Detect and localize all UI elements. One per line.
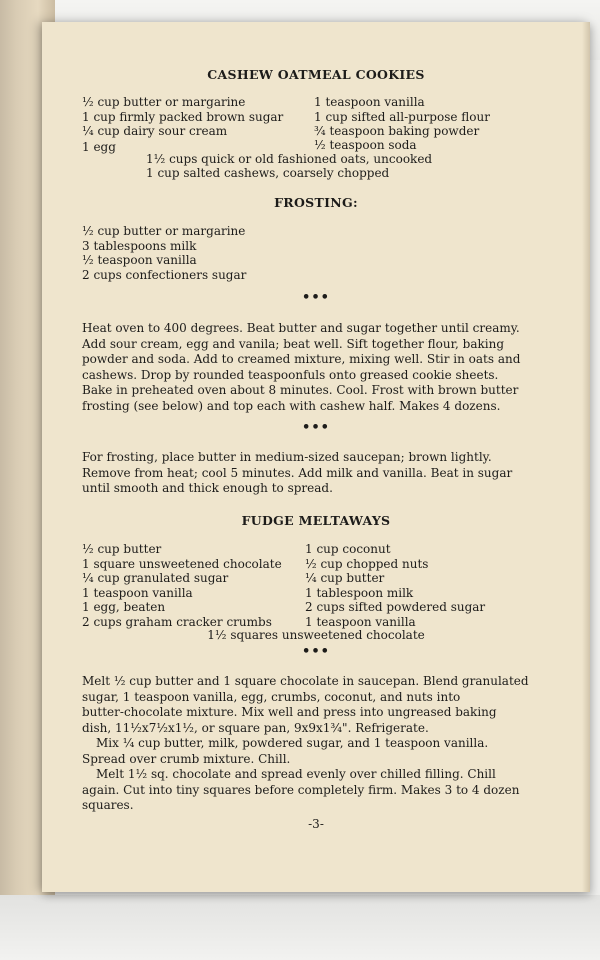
ingredient: 2 cups graham cracker crumbs — [82, 615, 272, 629]
ingredient: 1 cup salted cashews, coarsely chopped — [146, 166, 390, 180]
directions-line: cashews. Drop by rounded teaspoonfuls onto greased cookie sheets. — [82, 367, 499, 382]
directions-line: powder and soda. Add to creamed mixture, mixing well. Stir in oats and — [82, 352, 521, 366]
directions-line: For frosting, place butter in medium-sized saucepan; brown lightly. — [82, 450, 492, 464]
ingredient: ½ cup butter — [82, 542, 162, 556]
ingredient: 1 tablespoon milk — [305, 586, 414, 600]
directions-line: frosting (see below) and top each with cashew half. Makes 4 dozens. — [82, 398, 501, 413]
ingredient: 1½ squares unsweetened chocolate — [207, 628, 425, 642]
ingredient: 1 egg — [82, 140, 116, 154]
ingredient: 1 teaspoon vanilla — [305, 615, 416, 629]
directions-line: Bake in preheated oven about 8 minutes. Cool. Frost with brown butter — [82, 383, 519, 397]
ingredient: 1 cup sifted all-purpose flour — [314, 110, 490, 124]
page-number: -3- — [308, 817, 324, 831]
directions-fudge-meltaways — [82, 674, 550, 814]
directions-line: until smooth and thick enough to spread. — [82, 481, 333, 495]
separator: ••• — [302, 644, 330, 659]
directions-cashew-cookies — [82, 321, 550, 414]
directions-line: again. Cut into tiny squares before completely firm. Makes 3 to 4 dozen — [82, 782, 520, 797]
recipe-title-cashew-oatmeal-cookies: CASHEW OATMEAL COOKIES — [207, 67, 425, 82]
ingredient: 1 cup coconut — [305, 542, 391, 556]
separator: ••• — [302, 420, 330, 435]
ingredient: ½ teaspoon vanilla — [82, 253, 197, 267]
directions-line: Melt 1½ sq. chocolate and spread evenly over chilled filling. Chill — [96, 767, 496, 781]
ingredient: 1 cup firmly packed brown sugar — [82, 110, 284, 124]
directions-line: Heat oven to 400 degrees. Beat butter and sugar together until creamy. — [82, 321, 520, 335]
directions-line: Remove from heat; cool 5 minutes. Add milk and vanilla. Beat in sugar — [82, 465, 513, 480]
ingredient: 1 teaspoon vanilla — [314, 95, 425, 109]
ingredient: 2 cups sifted powdered sugar — [305, 600, 486, 614]
ingredient: ½ cup butter or margarine — [82, 224, 246, 238]
ingredient: ¼ cup granulated sugar — [82, 571, 229, 585]
directions-frosting — [82, 450, 550, 497]
directions-line: Spread over crumb mixture. Chill. — [82, 751, 291, 766]
recipe-title-fudge-meltaways: FUDGE MELTAWAYS — [241, 513, 391, 528]
ingredient: 2 cups confectioners sugar — [82, 268, 247, 282]
directions-line: sugar, 1 teaspoon vanilla, egg, crumbs, coconut, and nuts into — [82, 689, 461, 704]
directions-line: Melt ½ cup butter and 1 square chocolate in saucepan. Blend granulated — [82, 674, 529, 688]
ingredient: ½ cup butter or margarine — [82, 95, 246, 109]
directions-line: Mix ¼ cup butter, milk, powdered sugar, and 1 teaspoon vanilla. — [96, 736, 489, 750]
ingredient: ½ cup chopped nuts — [305, 557, 429, 571]
ingredient: 1 teaspoon vanilla — [82, 586, 193, 600]
directions-line: butter-chocolate mixture. Mix well and press into ungreased baking — [82, 705, 497, 719]
ingredient: 1 egg, beaten — [82, 600, 166, 614]
directions-line: dish, 11½x7½x1½, or square pan, 9x9x1¾". Refrigerate. — [82, 720, 429, 735]
directions-line: squares. — [82, 798, 134, 812]
ingredient: ¾ teaspoon baking powder — [314, 124, 480, 138]
ingredient: 3 tablespoons milk — [82, 239, 197, 253]
frosting-title: FROSTING: — [274, 195, 358, 210]
booklet-page — [42, 22, 590, 892]
ingredient: ¼ cup dairy sour cream — [82, 124, 228, 138]
ingredient: 1 square unsweetened chocolate — [82, 557, 282, 571]
ingredient: ¼ cup butter — [305, 571, 385, 585]
table-surface — [0, 895, 600, 960]
directions-line: Add sour cream, egg and vanila; beat well. Sift together flour, baking — [82, 336, 505, 351]
separator: ••• — [302, 290, 330, 305]
ingredient: ½ teaspoon soda — [314, 138, 417, 152]
ingredient: 1½ cups quick or old fashioned oats, uncooked — [146, 152, 433, 166]
